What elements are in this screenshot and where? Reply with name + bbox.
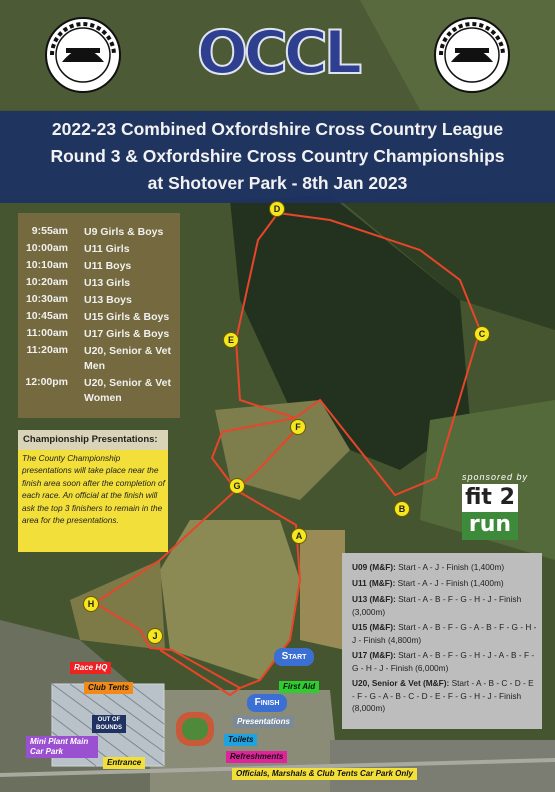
toilets-label: Toilets (224, 734, 257, 746)
refreshments-label: Refreshments (226, 751, 287, 763)
sponsor-label: sponsored by (462, 472, 529, 482)
club-tents-label: Club Tents (84, 682, 133, 694)
sponsor-logo (462, 484, 518, 540)
title-line-1: 2022-23 Combined Oxfordshire Cross Country League (51, 119, 504, 139)
presentations-text: The County Championship presentations will take place near the finish area soon after the completion of each race. An official at the finish will ask the top 3 finishers to remain in the area for the presentations. (22, 453, 165, 526)
route-u13: U13 (M&F): Start - A - B - F - G - H - J - Finish (3,000m) (352, 594, 522, 617)
club-badge-right-icon (433, 16, 511, 94)
sponsor-line-2: run (462, 512, 518, 540)
race-routes-panel (342, 553, 542, 729)
route-u11: U11 (M&F): Start - A - J - Finish (1,400m) (352, 578, 504, 588)
marker-g: G (229, 478, 245, 494)
league-logo: OCCL (196, 18, 359, 88)
out-of-bounds-label: OUT OF BOUNDS (92, 715, 126, 733)
mini-plant-car-park-label: Mini Plant Main Car Park (26, 736, 98, 758)
marker-d: D (269, 201, 285, 217)
officials-car-park-label: Officials, Marshals & Club Tents Car Park Only (232, 768, 417, 780)
club-badge-right (433, 16, 511, 94)
marker-h: H (83, 596, 99, 612)
marker-f: F (290, 419, 306, 435)
club-badge-left (44, 16, 122, 94)
entrance-label: Entrance (103, 757, 145, 769)
presentations-map-label: Presentations (233, 716, 294, 728)
first-aid-label: First Aid (279, 681, 319, 693)
marker-c: C (474, 326, 490, 342)
presentations-heading: Championship Presentations: (18, 430, 168, 450)
race-schedule: 9:55am U9 Girls & Boys 10:00am U11 Girls 10:10am U11 Boys 10:20am U13 Girls 10:30am U13 Boys 10:45am U15 Girls & Boys 11:00am U17 Girls & Boys 11:20am U20, Senior & Vet Men 12:00pm U20, Senior & Vet Women (18, 213, 180, 418)
route-u09: U09 (M&F): Start - A - J - Finish (1,400m) (352, 562, 505, 572)
start-label: Start (274, 648, 314, 666)
route-u15: U15 (M&F): Start - A - B - F - G - A - B - F - G - H - J - Finish (4,800m) (352, 622, 537, 645)
marker-b: B (394, 501, 410, 517)
route-u20-senior-vet: U20, Senior & Vet (M&F): Start - A - B - C - D - E - F - G - A - B - C - D - E - F - G - H - J - Finish (8,000m) (352, 678, 534, 713)
marker-e: E (223, 332, 239, 348)
presentations-panel (18, 430, 168, 552)
race-hq-label: Race HQ (70, 662, 111, 674)
route-u17: U17 (M&F): Start - A - B - F - G - H - J - A - B - F - G - H - J - Finish (6,000m) (352, 650, 535, 673)
title-line-2: Round 3 & Oxfordshire Cross Country Championships (50, 146, 505, 166)
marker-a: A (291, 528, 307, 544)
marker-j: J (147, 628, 163, 644)
club-badge-left-icon (44, 16, 122, 94)
finish-label: Finish (247, 694, 287, 712)
sponsor-line-1: fit 2 (462, 484, 518, 512)
title-line-3: at Shotover Park - 8th Jan 2023 (147, 173, 408, 193)
